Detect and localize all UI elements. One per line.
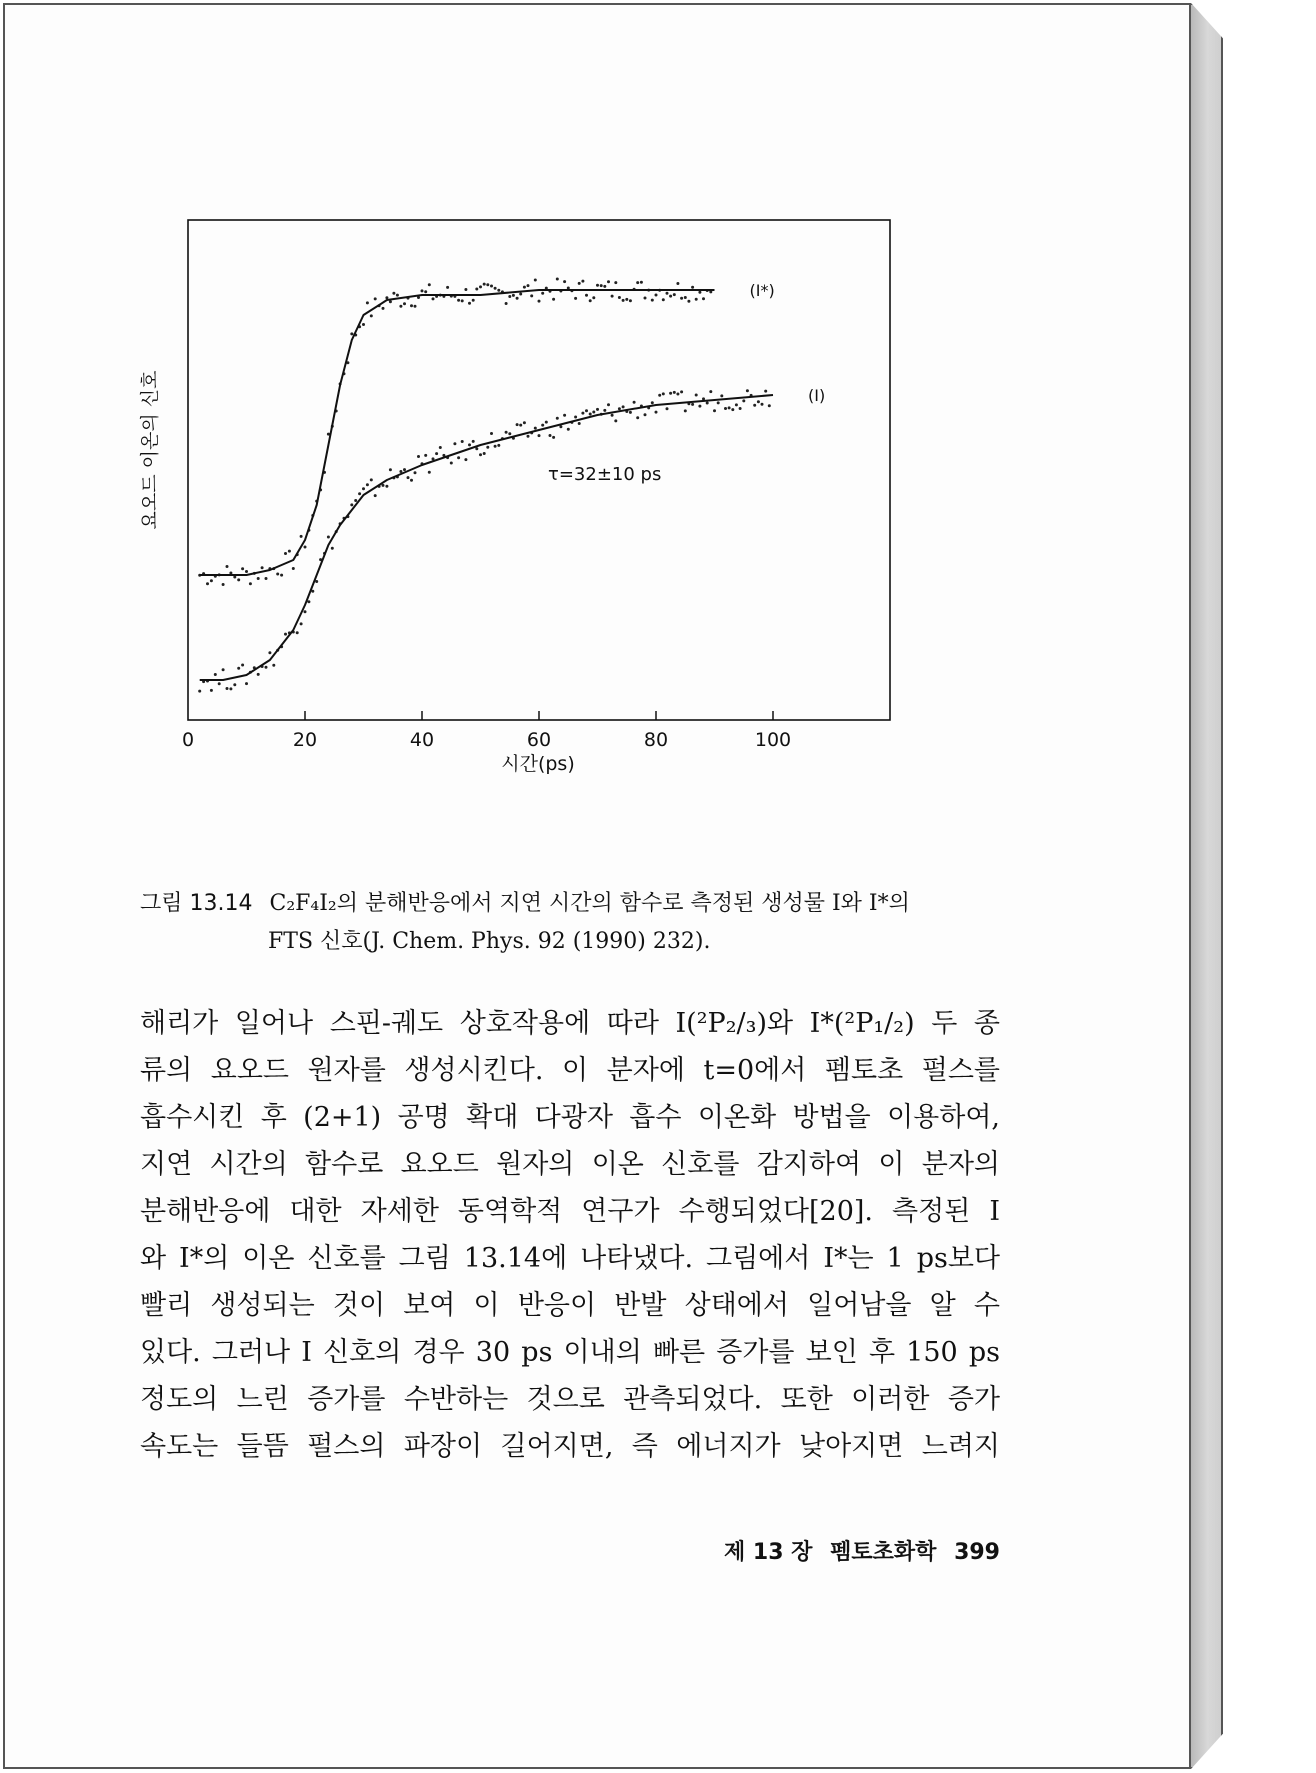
data-point (673, 293, 676, 296)
data-point (720, 394, 723, 397)
x-axis-ticks (182, 711, 791, 751)
data-point (556, 417, 559, 420)
data-point (644, 297, 647, 300)
body-line: 있다. 그러나 I 신호의 경우 30 ps 이내의 빠른 증가를 보인 후 150 ps (140, 1337, 1000, 1368)
data-point (768, 404, 771, 407)
running-footer (700, 1535, 1000, 1566)
data-point (655, 411, 658, 414)
page-number: 399 (954, 1540, 1000, 1565)
x-tick-label: 40 (409, 729, 435, 751)
data-point (414, 471, 417, 474)
data-point (457, 299, 460, 302)
data-point (706, 402, 709, 405)
data-point (432, 297, 435, 300)
data-point (424, 454, 427, 457)
data-point (691, 286, 694, 289)
series-label: (I) (808, 386, 826, 405)
data-point (746, 389, 749, 392)
data-point (218, 682, 221, 685)
data-point (603, 285, 606, 288)
data-point (559, 425, 562, 428)
tau-annotation: τ=32±10 ps (548, 464, 662, 485)
footer-chapter: 제 13 장 (724, 1540, 813, 1565)
data-point (633, 401, 636, 404)
data-point (527, 435, 530, 438)
page-stack-edge (1191, 3, 1223, 1769)
data-point (585, 294, 588, 297)
data-point (403, 302, 406, 305)
fit-curves (200, 281, 826, 680)
data-point (486, 283, 489, 286)
data-point (304, 546, 307, 549)
data-point (534, 427, 537, 430)
data-point (237, 667, 240, 670)
data-point (370, 314, 373, 317)
data-point (327, 536, 330, 539)
data-point (519, 424, 522, 427)
data-point (600, 284, 603, 287)
data-point (307, 600, 310, 603)
data-point (358, 492, 361, 495)
x-axis-label: 시간(ps) (501, 753, 575, 775)
data-point (644, 413, 647, 416)
data-point (505, 431, 508, 434)
data-point (669, 295, 672, 298)
data-point (276, 573, 279, 576)
data-point (695, 298, 698, 301)
data-point (596, 284, 599, 287)
data-point (538, 300, 541, 303)
data-point (280, 574, 283, 577)
data-point (490, 285, 493, 288)
data-point (684, 296, 687, 299)
data-point (261, 566, 264, 569)
data-point (233, 683, 236, 686)
data-point (673, 391, 676, 394)
data-point (614, 419, 617, 422)
data-point (417, 455, 420, 458)
data-point (713, 409, 716, 412)
data-point (229, 687, 232, 690)
data-point (603, 409, 606, 412)
data-point (611, 414, 614, 417)
data-point (563, 414, 566, 417)
data-point (680, 390, 683, 393)
data-point (585, 409, 588, 412)
data-point (450, 462, 453, 465)
data-point (284, 552, 287, 555)
data-point (241, 664, 244, 667)
data-point (527, 284, 530, 287)
data-point (389, 468, 392, 471)
data-point (523, 421, 526, 424)
data-point (574, 297, 577, 300)
data-point (461, 299, 464, 302)
data-point (366, 483, 369, 486)
data-point (494, 445, 497, 448)
data-point (350, 332, 353, 335)
data-point (636, 416, 639, 419)
data-point (508, 432, 511, 435)
data-point (424, 290, 427, 293)
data-point (739, 407, 742, 410)
data-point (288, 550, 291, 553)
data-point (210, 689, 213, 692)
series-label: (I*) (749, 281, 775, 300)
data-point (717, 401, 720, 404)
data-point (304, 610, 307, 613)
data-point (265, 666, 268, 669)
x-tick-label: 60 (526, 729, 552, 751)
data-point (607, 403, 610, 406)
figure-13-14 (130, 210, 1010, 880)
data-point (453, 442, 456, 445)
data-point (655, 294, 658, 297)
data-point (592, 411, 595, 414)
data-point (428, 283, 431, 286)
data-point (676, 282, 679, 285)
data-point (268, 651, 271, 654)
data-point (592, 296, 595, 299)
data-point (698, 405, 701, 408)
data-point (392, 292, 395, 295)
data-point (362, 323, 365, 326)
fit-curve-i (200, 395, 773, 680)
data-point (385, 296, 388, 299)
figure-number: 그림 13.14 (140, 891, 253, 916)
data-point (222, 668, 225, 671)
data-point (578, 422, 581, 425)
data-point (618, 296, 621, 299)
data-point (549, 434, 552, 437)
data-point (530, 294, 533, 297)
figure-caption (140, 885, 1020, 961)
data-point (552, 298, 555, 301)
data-point (629, 411, 632, 414)
data-point (300, 622, 303, 625)
x-tick-label: 100 (754, 729, 792, 751)
data-point (534, 279, 537, 282)
data-point (272, 664, 275, 667)
x-tick-label: 80 (643, 729, 669, 751)
data-point (382, 307, 385, 310)
body-line: 흡수시킨 후 (2+1) 공명 확대 다광자 흡수 이온화 방법을 이용하여, (140, 1102, 1000, 1133)
caption-line-1: C₂F₄I₂의 분해반응에서 지연 시간의 함수로 측정된 생성물 I와 I*의 (269, 891, 910, 916)
data-point (581, 280, 584, 283)
data-point (257, 673, 260, 676)
data-point (366, 301, 369, 304)
data-point (475, 288, 478, 291)
data-point (589, 299, 592, 302)
data-point (757, 400, 760, 403)
data-point (574, 416, 577, 419)
data-point (464, 458, 467, 461)
body-line: 류의 요오드 원자를 생성시킨다. 이 분자에 t=0에서 펨토초 펄스를 (140, 1055, 1000, 1086)
data-point (245, 570, 248, 573)
data-point (516, 297, 519, 300)
data-point (640, 281, 643, 284)
data-point (410, 304, 413, 307)
data-point (486, 446, 489, 449)
data-point (753, 404, 756, 407)
data-point (479, 453, 482, 456)
data-point (658, 394, 661, 397)
body-line: 와 I*의 이온 신호를 그림 13.14에 나타냈다. 그림에서 I*는 1 ps보다 (140, 1243, 1000, 1274)
data-point (589, 413, 592, 416)
data-point (636, 281, 639, 284)
data-point (461, 440, 464, 443)
data-point (198, 690, 201, 693)
data-point (702, 297, 705, 300)
data-point (483, 452, 486, 455)
data-point (284, 633, 287, 636)
data-point (578, 282, 581, 285)
data-point (385, 485, 388, 488)
data-point (516, 423, 519, 426)
data-point (666, 407, 669, 410)
data-point (541, 424, 544, 427)
fit-curve-i-star (200, 290, 715, 575)
data-point (691, 403, 694, 406)
data-point (435, 452, 438, 455)
data-point (331, 547, 334, 550)
data-point (505, 302, 508, 305)
data-point (684, 409, 687, 412)
data-point (472, 299, 475, 302)
data-point (249, 582, 252, 585)
data-point (538, 434, 541, 437)
footer-title: 펨토초화학 (830, 1540, 937, 1565)
data-point (490, 432, 493, 435)
x-tick-label: 20 (292, 729, 318, 751)
data-point (300, 535, 303, 538)
data-points (198, 278, 771, 693)
data-point (662, 298, 665, 301)
data-point (407, 476, 410, 479)
data-point (265, 577, 268, 580)
data-point (354, 499, 357, 502)
data-point (687, 300, 690, 303)
data-point (241, 567, 244, 570)
data-point (676, 393, 679, 396)
data-point (414, 305, 417, 308)
data-point (541, 292, 544, 295)
data-point (403, 468, 406, 471)
data-point (709, 390, 712, 393)
body-line: 속도는 들뜸 펄스의 파장이 길어지면, 즉 에너지가 낮아지면 느려지 (140, 1431, 1000, 1462)
data-point (761, 403, 764, 406)
data-point (607, 280, 610, 283)
data-point (421, 289, 424, 292)
data-point (523, 286, 526, 289)
data-point (651, 299, 654, 302)
data-point (622, 405, 625, 408)
data-point (735, 403, 738, 406)
data-point (581, 412, 584, 415)
data-point (210, 579, 213, 582)
body-paragraph (140, 1000, 1000, 1470)
data-point (567, 428, 570, 431)
body-line: 분해반응에 대한 자세한 동역학적 연구가 수행되었다[20]. 측정된 I (140, 1196, 1000, 1227)
data-point (666, 292, 669, 295)
data-point (618, 407, 621, 410)
x-tick-label: 0 (181, 729, 195, 751)
data-point (374, 494, 377, 497)
decay-chart (130, 210, 1010, 880)
data-point (728, 406, 731, 409)
data-point (625, 298, 628, 301)
data-point (396, 294, 399, 297)
data-point (472, 440, 475, 443)
caption-line-2: FTS 신호(J. Chem. Phys. 92 (1990) 232). (268, 929, 711, 954)
data-point (214, 673, 217, 676)
data-point (695, 394, 698, 397)
data-point (622, 299, 625, 302)
body-line: 정도의 느린 증가를 수반하는 것으로 관측되었다. 또한 이러한 증가 (140, 1384, 1000, 1415)
data-point (362, 487, 365, 490)
data-point (226, 687, 229, 690)
data-point (556, 278, 559, 281)
data-point (545, 421, 548, 424)
data-point (552, 436, 555, 439)
data-point (315, 580, 318, 583)
data-point (468, 443, 471, 446)
data-point (410, 479, 413, 482)
data-point (206, 582, 209, 585)
data-point (457, 456, 460, 459)
data-point (468, 302, 471, 305)
data-point (464, 288, 467, 291)
data-point (479, 285, 482, 288)
data-point (614, 281, 617, 284)
data-point (764, 390, 767, 393)
data-point (742, 399, 745, 402)
data-point (446, 286, 449, 289)
body-line: 지연 시간의 함수로 요오드 원자의 이온 신호를 감지하여 이 분자의 (140, 1149, 1000, 1180)
data-point (222, 583, 225, 586)
data-point (245, 682, 248, 685)
data-point (399, 305, 402, 308)
data-point (374, 297, 377, 300)
data-point (497, 289, 500, 292)
data-point (292, 567, 295, 570)
data-point (563, 280, 566, 283)
data-point (698, 291, 701, 294)
data-point (512, 294, 515, 297)
data-point (257, 577, 260, 580)
data-point (680, 297, 683, 300)
data-point (651, 401, 654, 404)
data-point (350, 503, 353, 506)
data-point (237, 578, 240, 581)
plot-frame (188, 220, 890, 720)
data-point (611, 295, 614, 298)
data-point (596, 408, 599, 411)
data-point (662, 392, 665, 395)
data-point (483, 283, 486, 286)
data-point (497, 444, 500, 447)
data-point (439, 446, 442, 449)
data-point (724, 407, 727, 410)
data-point (226, 565, 229, 568)
data-point (731, 408, 734, 411)
data-point (296, 631, 299, 634)
y-axis-label: 요오드 이온의 신호 (139, 370, 161, 530)
data-point (629, 299, 632, 302)
data-point (669, 392, 672, 395)
body-line: 빨리 생성되는 것이 보여 이 반응이 반발 상태에서 일어남을 알 수 (140, 1290, 1000, 1321)
data-point (428, 471, 431, 474)
data-point (370, 478, 373, 481)
data-point (519, 293, 522, 296)
body-line: 해리가 일어나 스핀-궤도 상호작용에 따라 I(²P₂/₃)와 I*(²P₁/₂) 두 종 (140, 1008, 1000, 1039)
data-point (494, 287, 497, 290)
data-point (508, 295, 511, 298)
